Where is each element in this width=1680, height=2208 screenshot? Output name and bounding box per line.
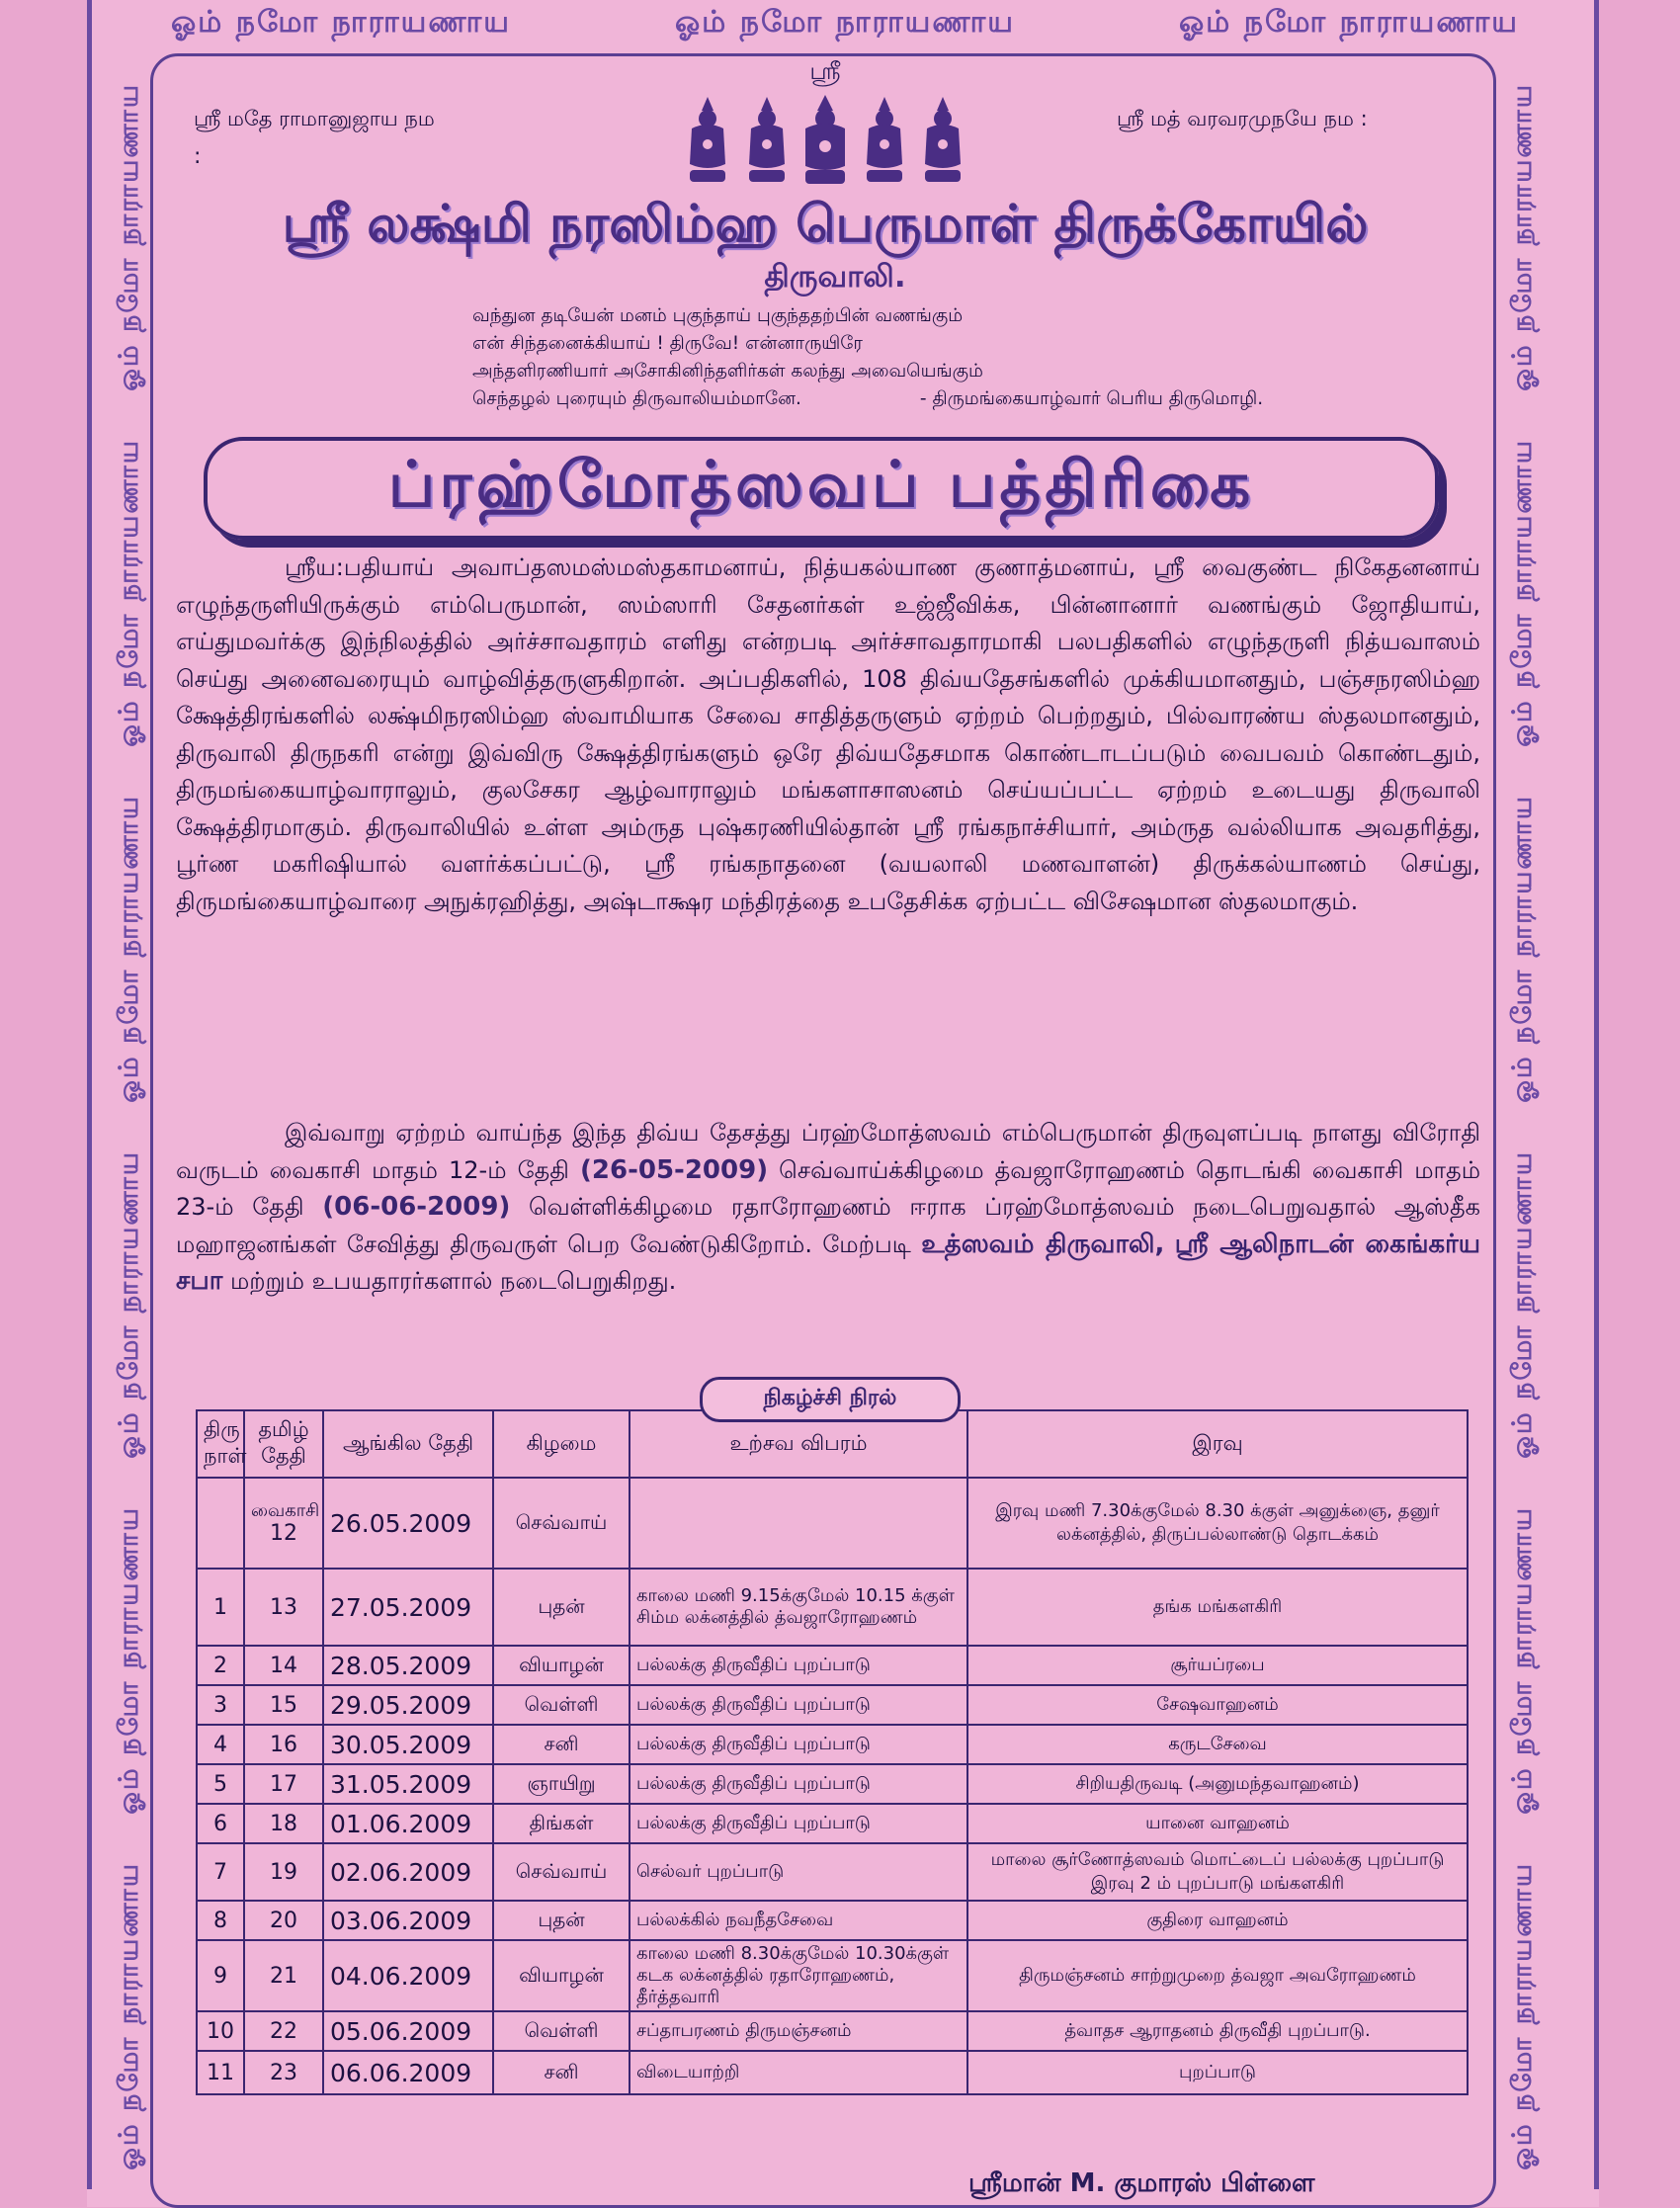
- mantra-text: ஓம் நமோ நாராயணாய: [113, 1506, 144, 1815]
- night-cell: மாலை சூர்ணோத்ஸவம் மொட்டைப் பல்லக்கு புறப்பாடு இரவு 2 ம் புறப்பாடு மங்களகிரி: [967, 1843, 1468, 1901]
- english-date-cell: 26.05.2009: [323, 1478, 493, 1569]
- night-cell: சிறியதிருவடி (அனுமந்தவாஹனம்): [967, 1764, 1468, 1804]
- right-mantra-strip: [1494, 59, 1550, 2194]
- header-event: உற்சவ விபரம்: [630, 1410, 967, 1478]
- mantra-text: ஓம் நமோ நாராயணாய: [113, 1862, 144, 2170]
- mantra-text: ஓம் நமோ நாராயணாய: [113, 795, 144, 1103]
- table-row: [197, 1725, 1468, 1764]
- temple-title: ஸ்ரீ லக்ஷ்மி நரஸிம்ஹ பெருமாள் திருக்கோயில்: [282, 194, 1369, 254]
- weekday-cell: சனி: [493, 1725, 630, 1764]
- top-mantra-strip: [89, 0, 1601, 47]
- tamil-date-cell: 23: [244, 2051, 323, 2094]
- invocation-left-colon: :: [194, 144, 202, 169]
- verse-line: அந்தளிரணியார் அசோகினிந்தளிர்கள் கலந்து அவையெங்கும்: [472, 361, 983, 382]
- schedule-body: [197, 1478, 1468, 2094]
- invocation-left: ஸ்ரீ மதே ராமானுஜாய நம: [194, 107, 435, 130]
- table-row: [197, 2051, 1468, 2094]
- schedule-title: நிகழ்ச்சி நிரல்: [700, 1377, 961, 1422]
- tamil-date-cell: 15: [244, 1685, 323, 1725]
- verse-line-text: செந்தழல் புரையும் திருவாலியம்மானே.: [472, 388, 801, 409]
- deity-figure-icon: [684, 95, 731, 186]
- mantra-text: ஓம் நமோ நாராயணாய: [171, 4, 511, 40]
- deity-figure-icon: [743, 95, 791, 186]
- weekday-cell: ஞாயிறு: [493, 1764, 630, 1804]
- english-date-cell: 03.06.2009: [323, 1901, 493, 1940]
- festival-text-1: இவ்வாறு ஏற்றம் வாய்ந்த இந்த திவ்ய தேசத்து ப்ரஹ்மோத்ஸவம் எம்பெருமான் திருவுளப்படி நாளது விரோதி வருடம் வைகாசி மாதம் 12-ம் தேதி: [176, 1119, 1480, 1184]
- english-date-cell: 06.06.2009: [323, 2051, 493, 2094]
- weekday-cell: வெள்ளி: [493, 2011, 630, 2051]
- day-num-cell: 2: [197, 1646, 244, 1685]
- day-num-cell: 6: [197, 1804, 244, 1843]
- mantra-text: ஓம் நமோ நாராயணாய: [1179, 4, 1519, 40]
- tamil-date-cell: 21: [244, 1940, 323, 2011]
- event-cell: பல்லக்கு திருவீதிப் புறப்பாடு: [630, 1804, 967, 1843]
- tamil-day: 12: [270, 1520, 297, 1546]
- day-num-cell: 4: [197, 1725, 244, 1764]
- english-date-cell: 01.06.2009: [323, 1804, 493, 1843]
- event-cell: பல்லக்கு திருவீதிப் புறப்பாடு: [630, 1764, 967, 1804]
- table-row: [197, 1646, 1468, 1685]
- event-cell: பல்லக்கு திருவீதிப் புறப்பாடு: [630, 1685, 967, 1725]
- mantra-text: ஓம் நமோ நாராயணாய: [675, 4, 1015, 40]
- end-date: (06-06-2009): [322, 1192, 511, 1222]
- mantra-text: ஓம் நமோ நாராயணாய: [1506, 439, 1538, 747]
- tamil-date-cell: 22: [244, 2011, 323, 2051]
- night-cell: இரவு மணி 7.30க்குமேல் 8.30 க்குள் அனுக்ஞை, தனுர் லக்னத்தில், திருப்பல்லாண்டு தொடக்கம்: [967, 1478, 1468, 1569]
- mantra-text: ஓம் நமோ நாராயணாய: [1506, 1862, 1538, 2170]
- mantra-text: ஓம் நமோ நாராயணாய: [1506, 795, 1538, 1103]
- english-date-cell: 27.05.2009: [323, 1569, 493, 1646]
- deity-illustration: [684, 95, 966, 186]
- event-cell: சப்தாபரணம் திருமஞ்சனம்: [630, 2011, 967, 2051]
- table-row: [197, 1764, 1468, 1804]
- night-cell: குதிரை வாஹனம்: [967, 1901, 1468, 1940]
- temple-place: திருவாலி.: [764, 259, 906, 295]
- festival-highlight-2: ஸ்ரீ ஆலிநாடன் கைங்கர்ய சபா: [176, 1229, 1480, 1296]
- top-sri: ஸ்ரீ: [809, 57, 841, 85]
- event-cell: விடையாற்றி: [630, 2051, 967, 2094]
- mantra-text: ஓம் நமோ நாராயணாய: [1506, 1150, 1538, 1459]
- festival-text-3: வெள்ளிக்கிழமை ரதாரோஹணம் ஈராக ப்ரஹ்மோத்ஸவம் நடைபெறுவதால் ஆஸ்தீக மஹாஜனங்கள் சேவித்து திருவருள் பெற வேண்டுகிறோம். மேற்படி: [176, 1193, 1480, 1258]
- schedule-table: [196, 1409, 1469, 2095]
- header-tamil-date: தமிழ் தேதி: [244, 1410, 323, 1478]
- festival-text-4: மற்றும் உபயதாரர்களால் நடைபெறுகிறது.: [229, 1267, 677, 1295]
- day-num-cell: [197, 1478, 244, 1569]
- night-cell: யானை வாஹனம்: [967, 1804, 1468, 1843]
- day-num-cell: 5: [197, 1764, 244, 1804]
- table-row: [197, 1804, 1468, 1843]
- header-english-date: ஆங்கில தேதி: [323, 1410, 493, 1478]
- verse-credit: - திருமங்கையாழ்வார் பெரிய திருமொழி.: [919, 388, 1264, 409]
- festival-text-2: செவ்வாய்க்கிழமை த்வஜாரோஹணம் தொடங்கி வைகாசி மாதம் 23-ம் தேதி: [176, 1155, 1481, 1221]
- header-night: இரவு: [967, 1410, 1468, 1478]
- event-cell: காலை மணி 8.30க்குமேல் 10.30க்குள் கடக லக்னத்தில் ரதாரோஹணம், தீர்த்தவாரி: [630, 1940, 967, 2011]
- tamil-date-cell: 14: [244, 1646, 323, 1685]
- night-cell: சேஷவாஹனம்: [967, 1685, 1468, 1725]
- festival-highlight-1: உத்ஸவம் திருவாலி,: [921, 1229, 1165, 1259]
- deity-figure-icon: [801, 95, 849, 186]
- table-row: [197, 2011, 1468, 2051]
- tamil-month: வைகாசி: [251, 1499, 320, 1521]
- tamil-date-cell: 13: [244, 1569, 323, 1646]
- paragraph-intro-text: ஸ்ரீய:பதியாய் அவாப்தஸமஸ்மஸ்தகாமனாய், நித்யகல்யாண குணாத்மனாய், ஸ்ரீ வைகுண்ட நிகேதனனாய் எழுந்தருளியிருக்கும் எம்பெருமான், ஸம்ஸாரி சேதனர்கள் உஜ்ஜீவிக்க, பின்னானார் வணங்கும் ஜோதியாய், எய்துமவர்க்கு இந்நிலத்தில் அர்ச்சாவதாரம் எளிது என்றபடி அர்ச்சாவதாரமாகி பலபதிகளில் எழுந்தருளி நித்யவாஸம் செய்து அனைவரையும் வாழ்வித்தருளுகிறான். அப்பதிகளில், 108 திவ்யதேசங்களில் முக்கியமானதும், பஞ்சநரஸிம்ஹ க்ஷேத்திரங்களில் லக்ஷ்மிநரஸிம்ஹ ஸ்வாமியாக சேவை சாதித்தருளும் ஏற்றம் பெற்றதும், பில்வாரண்ய ஸ்தலமானதும், திருவாலி திருநகரி என்று இவ்விரு க்ஷேத்திரங்களும் ஒரே திவ்யதேசமாக கொண்டாடப்படும் வைபவம் கொண்டதும், திருமங்கையாழ்வாராலும், குலசேகர ஆழ்வாராலும் மங்களாசாஸனம் செய்யப்பட்ட ஏற்றம் உடையது திருவாலி க்ஷேத்திரமாகும். திருவாலியில் உள்ள அம்ருத புஷ்கரணியில்தான் ஸ்ரீ ரங்கநாச்சியார், அம்ருத வல்லியாக அவதரித்து, பூர்ண மகரிஷியால் வளர்க்கப்பட்டு, ஸ்ரீ ரங்கநாதனை (வயலாலி மணவாளன்) திருக்கல்யாணம் செய்து, திருமங்கையாழ்வாரை அநுக்ரஹித்து, அஷ்டாக்ஷர மந்திரத்தை உபதேசிக்க ஏற்பட்ட விசேஷமான ஸ்தலமாகும்.: [176, 553, 1480, 915]
- event-cell: பல்லக்கில் நவநீதசேவை: [630, 1901, 967, 1940]
- weekday-cell: செவ்வாய்: [493, 1478, 630, 1569]
- verse-line: [472, 385, 1391, 413]
- header-weekday: கிழமை: [493, 1410, 630, 1478]
- weekday-cell: வியாழன்: [493, 1646, 630, 1685]
- deity-figure-icon: [861, 95, 908, 186]
- english-date-cell: 05.06.2009: [323, 2011, 493, 2051]
- verse-line: என் சிந்தனைக்கியாய் ! திருவே! என்னாருயிரே: [472, 333, 863, 354]
- weekday-cell: வெள்ளி: [493, 1685, 630, 1725]
- english-date-cell: 29.05.2009: [323, 1685, 493, 1725]
- table-row: [197, 1901, 1468, 1940]
- tamil-date-cell: [244, 1478, 323, 1569]
- weekday-cell: புதன்: [493, 1901, 630, 1940]
- night-cell: புறப்பாடு: [967, 2051, 1468, 2094]
- day-num-cell: 3: [197, 1685, 244, 1725]
- start-date: (26-05-2009): [580, 1154, 769, 1185]
- day-num-cell: 7: [197, 1843, 244, 1901]
- mantra-text: ஓம் நமோ நாராயணாய: [113, 1150, 144, 1459]
- weekday-cell: சனி: [493, 2051, 630, 2094]
- signature: ஸ்ரீமான் M. குமாரஸ் பிள்ளை: [968, 2168, 1315, 2198]
- weekday-cell: புதன்: [493, 1569, 630, 1646]
- table-row: [197, 1940, 1468, 2011]
- mantra-text: ஓம் நமோ நாராயணாய: [1506, 83, 1538, 391]
- header-day-num: திரு நாள்: [197, 1410, 244, 1478]
- day-num-cell: 10: [197, 2011, 244, 2051]
- table-row: [197, 1478, 1468, 1569]
- table-row: [197, 1685, 1468, 1725]
- night-cell: கருடசேவை: [967, 1725, 1468, 1764]
- weekday-cell: திங்கள்: [493, 1804, 630, 1843]
- table-row: [197, 1569, 1468, 1646]
- day-num-cell: 8: [197, 1901, 244, 1940]
- day-num-cell: 9: [197, 1940, 244, 2011]
- mantra-text: ஓம் நமோ நாராயணாய: [1506, 1506, 1538, 1815]
- event-cell: பல்லக்கு திருவீதிப் புறப்பாடு: [630, 1646, 967, 1685]
- english-date-cell: 30.05.2009: [323, 1725, 493, 1764]
- event-cell: செல்வர் புறப்பாடு: [630, 1843, 967, 1901]
- night-cell: சூர்யப்ரபை: [967, 1646, 1468, 1685]
- day-num-cell: 11: [197, 2051, 244, 2094]
- night-cell: தங்க மங்களகிரி: [967, 1569, 1468, 1646]
- english-date-cell: 02.06.2009: [323, 1843, 493, 1901]
- night-cell: திருமஞ்சனம் சாற்றுமுறை த்வஜா அவரோஹணம்: [967, 1940, 1468, 2011]
- pasuram-verse: [472, 302, 1391, 413]
- event-cell: பல்லக்கு திருவீதிப் புறப்பாடு: [630, 1725, 967, 1764]
- english-date-cell: 04.06.2009: [323, 1940, 493, 2011]
- tamil-date-cell: 17: [244, 1764, 323, 1804]
- event-cell: காலை மணி 9.15க்குமேல் 10.15 க்குள் சிம்ம லக்னத்தில் த்வஜாரோஹணம்: [630, 1569, 967, 1646]
- table-row: [197, 1843, 1468, 1901]
- weekday-cell: வியாழன்: [493, 1940, 630, 2011]
- deity-figure-icon: [919, 95, 966, 186]
- english-date-cell: 31.05.2009: [323, 1764, 493, 1804]
- tamil-date-cell: 18: [244, 1804, 323, 1843]
- weekday-cell: செவ்வாய்: [493, 1843, 630, 1901]
- english-date-cell: 28.05.2009: [323, 1646, 493, 1685]
- paragraph-festival: [176, 1115, 1480, 1301]
- invitation-banner: ப்ரஹ்மோத்ஸவப் பத்திரிகை: [204, 437, 1439, 540]
- tamil-date-cell: 20: [244, 1901, 323, 1940]
- mantra-text: ஓம் நமோ நாராயணாய: [113, 439, 144, 747]
- verse-line: வந்துன தடியேன் மனம் புகுந்தாய் புகுந்ததற்பின் வணங்கும்: [472, 305, 964, 326]
- event-cell: [630, 1478, 967, 1569]
- left-mantra-strip: [101, 59, 156, 2194]
- mantra-text: ஓம் நமோ நாராயணாய: [113, 83, 144, 391]
- invocation-right: ஸ்ரீ மத் வரவரமுநயே நம :: [1117, 107, 1368, 130]
- night-cell: த்வாதச ஆராதனம் திருவீதி புறப்பாடு.: [967, 2011, 1468, 2051]
- day-num-cell: 1: [197, 1569, 244, 1646]
- tamil-date-cell: 19: [244, 1843, 323, 1901]
- paragraph-intro: [176, 550, 1480, 920]
- tamil-date-cell: 16: [244, 1725, 323, 1764]
